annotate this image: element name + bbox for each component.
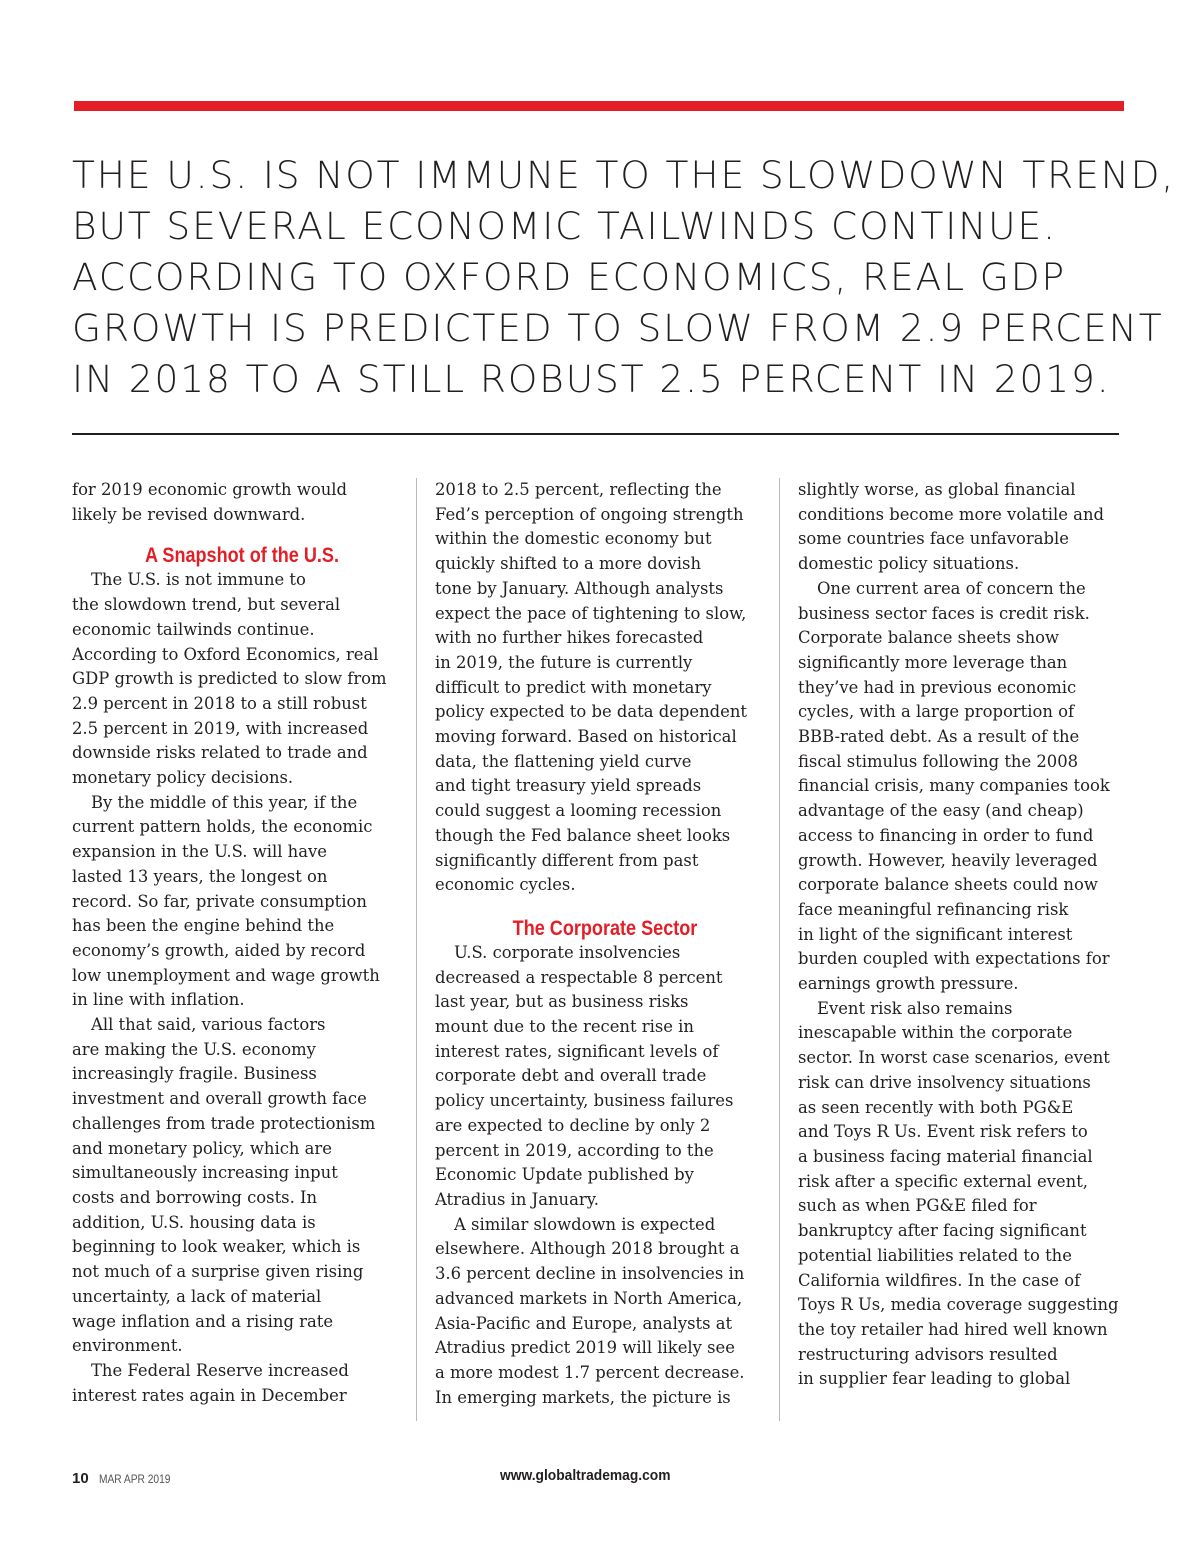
body-line: some countries face unfavorable <box>798 529 1069 549</box>
website-url[interactable]: www.globaltrademag.com <box>500 1467 671 1484</box>
pull-quote-line: IN 2018 TO A STILL ROBUST 2.5 PERCENT IN 2019. <box>72 357 1111 401</box>
body-line: corporate debt and overall trade <box>435 1066 707 1086</box>
body-line: decreased a respectable 8 percent <box>435 967 723 987</box>
pull-quote-line: BUT SEVERAL ECONOMIC TAILWINDS CONTINUE. <box>72 204 1057 248</box>
body-line: a more modest 1.7 percent decrease. <box>435 1362 745 1382</box>
column-divider <box>416 478 417 1421</box>
body-line: Corporate balance sheets show <box>798 628 1060 648</box>
pull-quote-divider <box>72 433 1119 435</box>
body-line: cycles, with a large proportion of <box>798 702 1075 722</box>
body-line: though the Fed balance sheet looks <box>435 825 731 845</box>
body-line: the toy retailer had hired well known <box>798 1319 1108 1339</box>
body-line: moving forward. Based on historical <box>435 727 737 747</box>
body-line: A similar slowdown is expected <box>454 1214 716 1234</box>
body-line: Atradius in January. <box>435 1189 600 1209</box>
body-line: record. So far, private consumption <box>72 891 367 911</box>
body-line: in supplier fear leading to global <box>798 1369 1071 1389</box>
body-line: Toys R Us, media coverage suggesting <box>798 1295 1119 1315</box>
page-number: 10 <box>72 1470 89 1487</box>
article-column-2 <box>435 478 775 1410</box>
body-line: access to financing in order to fund <box>798 825 1094 845</box>
body-line: risk after a specific external event, <box>798 1171 1088 1191</box>
body-line: U.S. corporate insolvencies <box>454 942 681 962</box>
body-line: are making the U.S. economy <box>72 1039 316 1059</box>
body-line: The Federal Reserve increased <box>91 1360 349 1380</box>
body-line: monetary policy decisions. <box>72 768 294 788</box>
body-line: as seen recently with both PG&E <box>798 1097 1074 1117</box>
body-line: are expected to decline by only 2 <box>435 1115 711 1135</box>
body-line: business sector faces is credit risk. <box>798 603 1090 623</box>
body-line: last year, but as business risks <box>435 992 689 1012</box>
body-line: costs and borrowing costs. In <box>72 1187 318 1207</box>
body-line: In emerging markets, the picture is <box>435 1387 731 1407</box>
body-line: Fed’s perception of ongoing strength <box>435 504 744 524</box>
body-line: low unemployment and wage growth <box>72 965 380 985</box>
body-line: slightly worse, as global financial <box>798 480 1076 499</box>
body-line: has been the engine behind the <box>72 916 335 936</box>
body-line: By the middle of this year, if the <box>91 792 358 812</box>
article-column-3 <box>798 478 1143 1392</box>
body-line: GDP growth is predicted to slow from <box>72 669 387 689</box>
body-line: burden coupled with expectations for <box>798 949 1110 969</box>
body-line: quickly shifted to a more dovish <box>435 554 702 574</box>
top-red-rule <box>74 101 1124 111</box>
body-line: interest rates again in December <box>72 1385 347 1405</box>
body-line: All that said, various factors <box>91 1015 326 1035</box>
body-line: in light of the significant interest <box>798 924 1073 944</box>
body-line: percent in 2019, according to the <box>435 1140 714 1160</box>
body-line: they’ve had in previous economic <box>798 677 1077 697</box>
body-line: inescapable within the corporate <box>798 1023 1073 1043</box>
body-line: risk can drive insolvency situations <box>798 1072 1091 1092</box>
issue-date: MAR APR 2019 <box>99 1472 171 1486</box>
body-line: simultaneously increasing input <box>72 1163 338 1183</box>
body-line: 2.5 percent in 2019, with increased <box>72 718 369 738</box>
body-line: domestic policy situations. <box>798 554 1020 574</box>
body-line: uncertainty, a lack of material <box>72 1286 322 1306</box>
body-line: policy uncertainty, business failures <box>435 1091 734 1111</box>
body-line: and Toys R Us. Event risk refers to <box>798 1122 1088 1142</box>
body-line: policy expected to be data dependent <box>435 702 747 722</box>
body-line: bankruptcy after facing significant <box>798 1221 1087 1241</box>
body-line: elsewhere. Although 2018 brought a <box>435 1239 740 1259</box>
body-line: According to Oxford Economics, real <box>72 644 379 664</box>
body-line: advantage of the easy (and cheap) <box>798 801 1084 821</box>
body-line: environment. <box>72 1336 183 1356</box>
body-line: in line with inflation. <box>72 990 245 1010</box>
body-line: and tight treasury yield spreads <box>435 776 702 796</box>
body-line: Asia-Pacific and Europe, analysts at <box>435 1313 733 1333</box>
body-line: current pattern holds, the economic <box>72 817 373 837</box>
body-line: lasted 13 years, the longest on <box>72 866 328 886</box>
body-line: 2018 to 2.5 percent, reflecting the <box>435 480 722 499</box>
pull-quote <box>72 150 1176 405</box>
body-line: economy’s growth, aided by record <box>72 940 366 960</box>
body-line: addition, U.S. housing data is <box>72 1212 316 1232</box>
body-line: interest rates, significant levels of <box>435 1041 719 1061</box>
body-line: beginning to look weaker, which is <box>72 1237 361 1257</box>
body-line: expansion in the U.S. will have <box>72 842 327 862</box>
body-line: such as when PG&E filed for <box>798 1196 1037 1216</box>
body-line: downside risks related to trade and <box>72 743 368 763</box>
body-line: likely be revised downward. <box>72 504 306 524</box>
section-heading-us-snapshot: A Snapshot of the U.S. <box>145 544 339 568</box>
body-line: significantly more leverage than <box>798 652 1068 672</box>
body-line: challenges from trade protectionism <box>72 1113 376 1133</box>
body-line: Event risk also remains <box>817 998 1013 1018</box>
pull-quote-line: THE U.S. IS NOT IMMUNE TO THE SLOWDOWN TREND, <box>72 153 1176 197</box>
body-line: BBB-rated debt. As a result of the <box>798 727 1080 747</box>
body-line: with no further hikes forecasted <box>435 628 704 648</box>
body-line: California wildfires. In the case of <box>798 1270 1081 1290</box>
body-line: conditions become more volatile and <box>798 504 1105 524</box>
body-line: expect the pace of tightening to slow, <box>435 603 747 623</box>
body-line: economic cycles. <box>435 875 576 895</box>
body-line: investment and overall growth face <box>72 1089 367 1109</box>
body-line: growth. However, heavily leveraged <box>798 850 1098 870</box>
body-line: fiscal stimulus following the 2008 <box>798 751 1079 771</box>
body-line: The U.S. is not immune to <box>91 570 306 590</box>
body-line: restructuring advisors resulted <box>798 1344 1058 1364</box>
body-line: advanced markets in North America, <box>435 1288 743 1308</box>
body-line: in 2019, the future is currently <box>435 652 693 672</box>
pull-quote-line: GROWTH IS PREDICTED TO SLOW FROM 2.9 PERCENT <box>72 306 1164 350</box>
body-line: not much of a surprise given rising <box>72 1262 364 1282</box>
body-line: for 2019 economic growth would <box>72 480 348 499</box>
body-line: a business facing material financial <box>798 1146 1093 1166</box>
body-line: within the domestic economy but <box>435 529 712 549</box>
body-line: potential liabilities related to the <box>798 1245 1072 1265</box>
body-line: financial crisis, many companies took <box>798 776 1110 796</box>
section-heading-corporate-sector: The Corporate Sector <box>512 916 698 940</box>
body-line: economic tailwinds continue. <box>72 619 315 639</box>
body-line: significantly different from past <box>435 850 699 870</box>
column-divider <box>779 478 780 1421</box>
body-line: wage inflation and a rising rate <box>72 1311 334 1331</box>
body-line: sector. In worst case scenarios, event <box>798 1048 1110 1068</box>
body-line: could suggest a looming recession <box>435 801 722 821</box>
body-line: face meaningful refinancing risk <box>798 899 1069 919</box>
body-line: and monetary policy, which are <box>72 1138 332 1158</box>
body-line: data, the flattening yield curve <box>435 751 692 771</box>
body-line: mount due to the recent rise in <box>435 1017 694 1037</box>
body-line: 3.6 percent decline in insolvencies in <box>435 1264 745 1284</box>
body-line: Economic Update published by <box>435 1165 694 1185</box>
body-line: One current area of concern the <box>817 578 1086 598</box>
body-line: corporate balance sheets could now <box>798 875 1098 895</box>
body-line: the slowdown trend, but several <box>72 595 341 615</box>
body-line: tone by January. Although analysts <box>435 578 724 598</box>
pull-quote-line: ACCORDING TO OXFORD ECONOMICS, REAL GDP <box>72 255 1067 299</box>
body-line: Atradius predict 2019 will likely see <box>435 1338 735 1358</box>
body-line: 2.9 percent in 2018 to a still robust <box>72 693 367 713</box>
article-column-1 <box>72 478 412 1408</box>
body-line: difficult to predict with monetary <box>435 677 712 697</box>
body-line: earnings growth pressure. <box>798 974 1019 994</box>
body-line: increasingly fragile. Business <box>72 1064 317 1084</box>
